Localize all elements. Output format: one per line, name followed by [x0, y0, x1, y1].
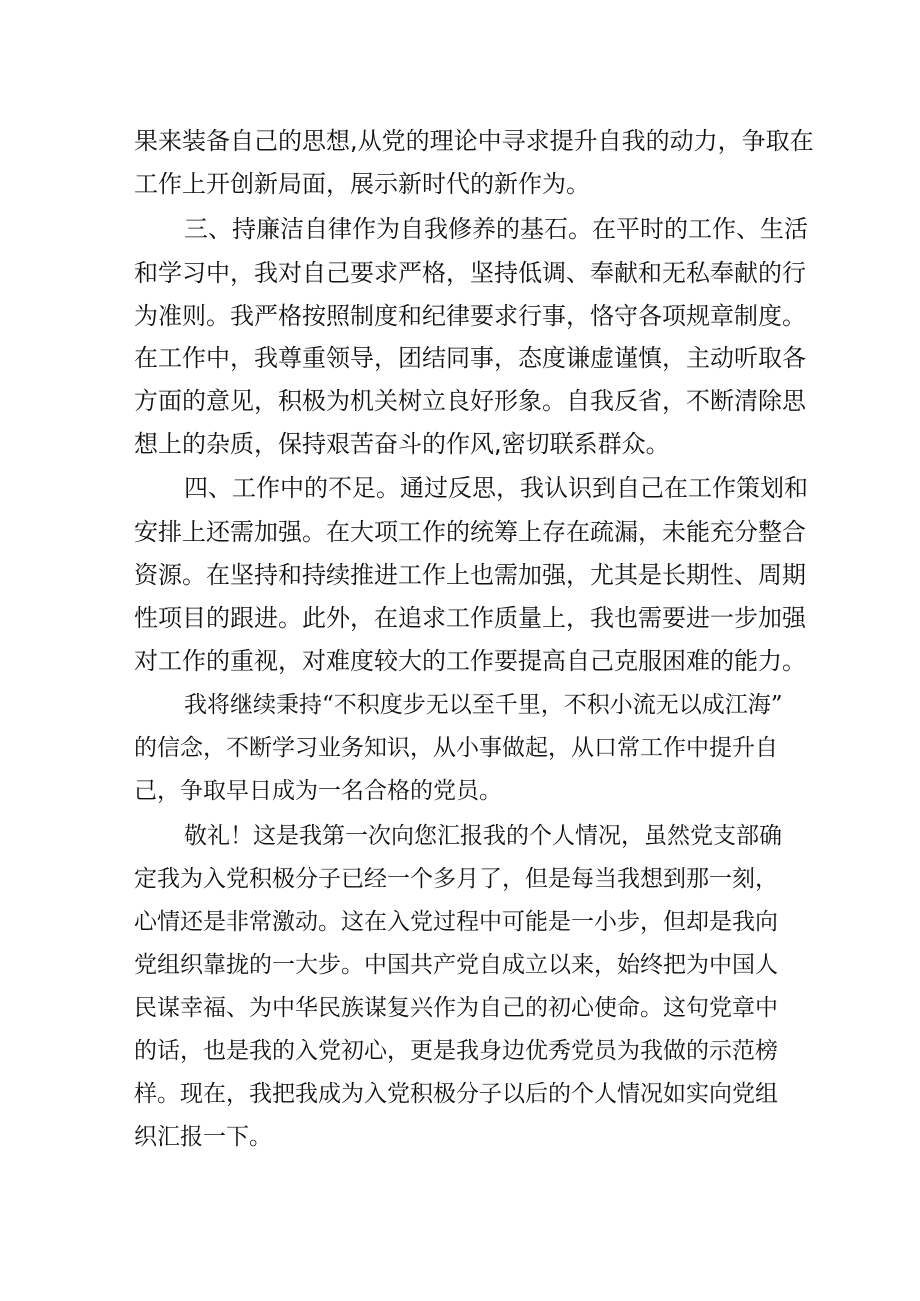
paragraph-5-line-6: 的话，也是我的入党初心，更是我身边优秀党员为我做的示范榜 — [134, 1038, 778, 1064]
paragraph-3-line-2: 安排上还需加强。在大项工作的统筹上存在疏漏，未能充分整合 — [134, 518, 806, 546]
paragraph-4-line-1: 我将继续秉持“不积度步无以至千里，不积小流无以成江海” — [184, 692, 783, 718]
paragraph-5-line-7: 样。现在，我把我成为入党积极分子以后的个人情况如实向党组 — [134, 1081, 778, 1107]
paragraph-1-line-2: 工作上开创新局面，展示新时代的新作为。 — [134, 170, 590, 198]
paragraph-3-line-4: 性项目的跟进。此外，在追求工作质量上，我也需要进一步加强 — [134, 604, 806, 632]
paragraph-5-line-5: 民谋幸福、为中华民族谋复兴作为自己的初心使命。这句党章中 — [134, 995, 778, 1021]
paragraph-3-line-3: 资源。在坚持和持续推进工作上也需加强，尤其是长期性、周期 — [134, 561, 806, 589]
paragraph-5-line-1: 敬礼！这是我第一次向您汇报我的个人情况，虽然党支部确 — [184, 823, 782, 849]
paragraph-5-line-2: 定我为入党积极分子已经一个多月了，但是每当我想到那一刻， — [134, 866, 778, 892]
paragraph-4-line-3: 己，争取早日成为一名合格的党员。 — [134, 778, 502, 804]
paragraph-5-line-8: 织汇报一下。 — [134, 1124, 272, 1150]
paragraph-3-line-5: 对工作的重视，对难度较大的工作要提高自己克服困难的能力。 — [134, 647, 806, 675]
paragraph-5-line-4: 党组织靠拢的一大步。中国共产党自成立以来，始终把为中国人 — [134, 952, 778, 978]
paragraph-2-line-2: 和学习中，我对自己要求严格，坚持低调、奉献和无私奉献的行 — [134, 259, 806, 287]
paragraph-2-line-1: 三、持廉洁自律作为自我修养的基石。在平时的工作、生活 — [184, 215, 808, 243]
paragraph-1-line-1: 果来装备自己的思想,从党的理论中寻求提升自我的动力，争取在 — [134, 127, 814, 155]
paragraph-3-line-1: 四、工作中的不足。通过反思，我认识到自己在工作策划和 — [184, 474, 808, 502]
paragraph-2-line-3: 为准则。我严格按照制度和纪律要求行事，恪守各项规章制度。 — [134, 302, 806, 330]
paragraph-4-line-2: 的信念，不断学习业务知识，从小事做起，从口常工作中提升自 — [134, 735, 778, 761]
paragraph-2-line-5: 方面的意见，积极为机关树立良好形象。自我反省，不断清除思 — [134, 387, 806, 415]
paragraph-2-line-6: 想上的杂质，保持艰苦奋斗的作风,密切联系群众。 — [134, 430, 670, 458]
paragraph-2-line-4: 在工作中，我尊重领导，团结同事，态度谦虚谨慎，主动听取各 — [134, 344, 806, 372]
paragraph-5-line-3: 心情还是非常激动。这在入党过程中可能是一小步，但却是我向 — [134, 909, 778, 935]
